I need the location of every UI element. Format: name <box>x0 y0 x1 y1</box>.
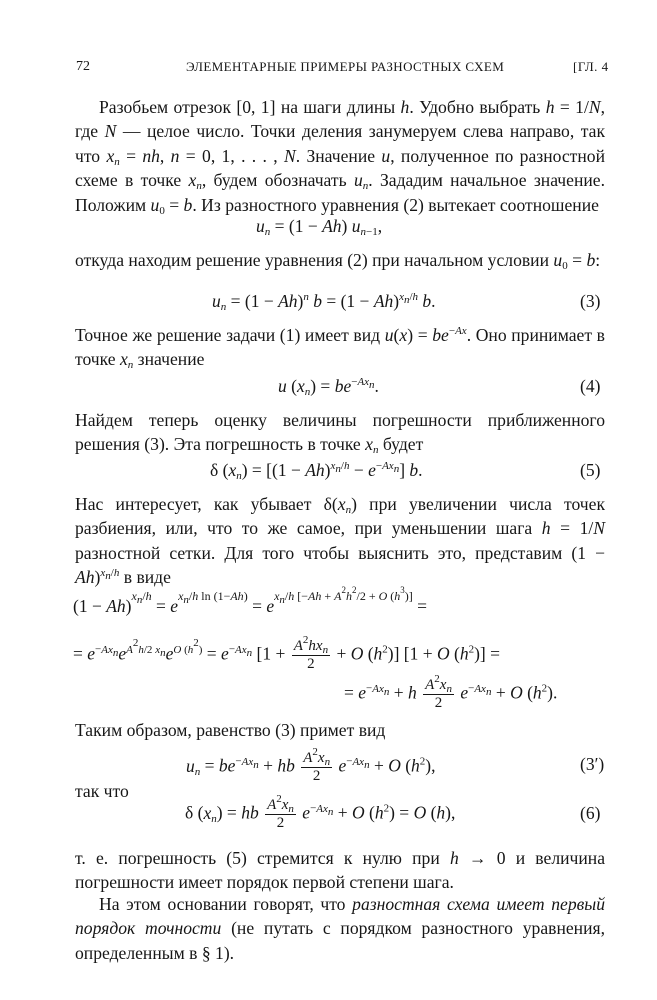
paragraph-1: Разобьем отрезок [0, 1] на шаги длины h. Удобно выбрать h = 1/N, где N — целое число. Точки деления занумеруем слева направо, так что $x_n$ = nh, n = 0, 1, . . . , N. Значение u, полученное по разностной схеме в точке $x_n$, будем обозначать $u_n$. Зададим начальное значение. Положим $u_0 = b$. Из разностного уравнения (2) вытекает соотношение <box>75 97 606 217</box>
paragraph-7: т. е. погрешность (5) стремится к нулю при h → 0 и величина погрешности имеет порядок первой степени шага. <box>75 848 605 893</box>
equation-6-number: (6) <box>580 803 601 823</box>
paragraph-5: Нас интересует, как убывает $\delta(x_n)$ при увеличении числа точек разбиения, или, что то же самое, при уменьшении шага h = 1/N разностной сетки. Для того чтобы выяснить это, представим $(1 - Ah)^{x_n/h}$ в виде <box>75 494 606 588</box>
paragraph-8: На этом основании говорят, что разностная схема имеет первый порядок точности (не путать с порядком разностного уравнения, определенным в § 1). <box>75 894 606 963</box>
paragraph-4: Найдем теперь оценку величины погрешности приближенного решения (3). Эта погрешность в точке $x_n$ будет <box>75 410 605 457</box>
page-number: 72 <box>76 59 90 74</box>
equation-recurrence: $u_n = (1 - Ah)$ $u_{n-1}$, <box>256 216 383 238</box>
expansion-line-1: $(1 - Ah)^{x_n/h} = e^{x_n/h ln (1-Ah)} = e^{x_n/h [-Ah + A^2h^2/2 + O (h^3)]}$ = <box>73 585 428 616</box>
equation-3-number: (3) <box>580 291 601 311</box>
equation-3: $u_n = (1 - Ah)^n$ $b = (1 - Ah)^{x_n/h}$ b. <box>212 291 436 313</box>
paragraph-2: откуда находим решение уравнения (2) при начальном условии $u_0 = b$: <box>75 250 601 272</box>
equation-3-prime-number: (3′) <box>580 754 605 774</box>
equation-5-number: (5) <box>580 460 601 480</box>
chapter-ref: [ГЛ. 4 <box>573 59 609 74</box>
equation-3-prime: $u_n = be^{-Ax_n}$ + hb $\frac{A^2x_n}{2}$ $e^{-Ax_n} + O$ $(h^2)$, <box>186 746 436 784</box>
paragraph-3: Точное же решение задачи (1) имеет вид $u(x) = be^{-Ax}$. Оно принимает в точке $x_n$ значение <box>75 325 605 372</box>
expansion-line-3: = $e^{-Ax_n} + h$ $\frac{A^2x_n}{2}$ $e^{-Ax_n} + O$ $(h^2)$. <box>344 673 558 711</box>
equation-5: δ $(x_n) = [(1 - Ah)^{x_n/h} - e^{-Ax_n}]$ b. <box>210 460 423 482</box>
equation-4: u $(x_n) = be^{-Ax_n}$. <box>278 376 379 398</box>
expansion-line-2: = $e^{-Ax_n}e^{A^2h/2 x_n}e^{O (h^2)} = e^{-Ax_n}$ [1 + $\frac{A^2hx_n}{2}$ + O $(h^2)$] [1 + O $(h^2)$] = <box>73 634 501 672</box>
equation-6: δ $(x_n)$ = hb $\frac{A^2x_n}{2}$ $e^{-Ax_n} + O$ $(h^2) = O$ (h), <box>185 793 456 831</box>
paragraph-tak-chto: так что <box>75 781 129 801</box>
running-title: ЭЛЕМЕНТАРНЫЕ ПРИМЕРЫ РАЗНОСТНЫХ СХЕМ <box>186 59 505 74</box>
equation-4-number: (4) <box>580 376 601 396</box>
paragraph-6: Таким образом, равенство (3) примет вид <box>75 720 386 740</box>
